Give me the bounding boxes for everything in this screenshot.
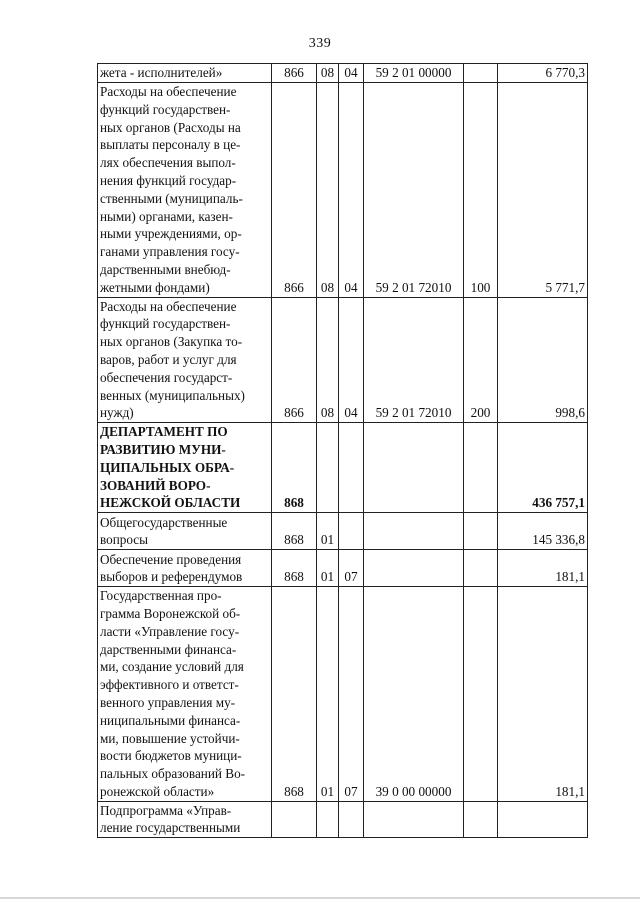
row-name-line: РАЗВИТИЮ МУНИ- <box>100 441 226 457</box>
expense-type-cell <box>464 513 498 550</box>
section-cell: 08 <box>317 64 339 83</box>
grbs-cell: 868 <box>272 587 317 802</box>
row-name-cell <box>98 513 272 550</box>
row-name-line: дарственными финанса- <box>100 641 237 657</box>
row-name-line: ными учреждениями, ор- <box>100 226 242 242</box>
amount-cell: 998,6 <box>498 297 588 423</box>
amount-cell: 5 771,7 <box>498 83 588 298</box>
row-name-line: жетными фондами) <box>100 279 210 295</box>
row-name-line: нения функций государ- <box>100 172 237 188</box>
target-article-cell <box>364 801 464 838</box>
subsection-cell <box>339 423 364 513</box>
grbs-cell: 868 <box>272 423 317 513</box>
table-row <box>98 297 588 423</box>
expense-type-cell <box>464 801 498 838</box>
row-name-line: ных органов (Закупка то- <box>100 334 243 350</box>
row-name-line: эффективного и ответст- <box>100 677 239 693</box>
section-cell: 01 <box>317 550 339 587</box>
row-name-line: нужд) <box>100 405 134 421</box>
row-name-cell <box>98 297 272 423</box>
row-name-cell <box>98 801 272 838</box>
table-row <box>98 64 588 83</box>
target-article-cell <box>364 423 464 513</box>
expense-type-cell <box>464 64 498 83</box>
amount-cell: 181,1 <box>498 550 588 587</box>
row-name-cell <box>98 587 272 802</box>
budget-table <box>97 63 588 838</box>
subsection-cell: 04 <box>339 83 364 298</box>
row-name-line: выборов и референдумов <box>100 569 243 585</box>
row-name-line: выплаты персоналу в це- <box>100 137 241 153</box>
section-cell: 08 <box>317 297 339 423</box>
section-cell: 08 <box>317 83 339 298</box>
row-name-line: ЗОВАНИЙ ВОРО- <box>100 477 211 493</box>
target-article-cell <box>364 513 464 550</box>
target-article-cell: 59 2 01 72010 <box>364 297 464 423</box>
row-name-cell <box>98 423 272 513</box>
row-name-line: Расходы на обеспечение <box>100 298 237 314</box>
table-row <box>98 550 588 587</box>
row-name-line: Государственная про- <box>100 588 222 604</box>
subsection-cell: 04 <box>339 64 364 83</box>
subsection-cell <box>339 801 364 838</box>
target-article-cell: 59 2 01 72010 <box>364 83 464 298</box>
section-cell <box>317 801 339 838</box>
grbs-cell: 868 <box>272 550 317 587</box>
expense-type-cell: 100 <box>464 83 498 298</box>
row-name-line: венного управления му- <box>100 694 236 710</box>
table-row <box>98 423 588 513</box>
row-name-line: ДЕПАРТАМЕНТ ПО <box>100 424 228 440</box>
amount-cell: 436 757,1 <box>498 423 588 513</box>
row-name-line: ниципальными финанса- <box>100 712 241 728</box>
page-number: 339 <box>308 36 332 51</box>
grbs-cell: 868 <box>272 513 317 550</box>
row-name-line: дарственными внебюд- <box>100 261 231 277</box>
target-article-cell: 39 0 00 00000 <box>364 587 464 802</box>
row-name-line: ЦИПАЛЬНЫХ ОБРА- <box>100 459 235 475</box>
table-body <box>98 64 588 838</box>
row-name-line: грамма Воронежской об- <box>100 605 241 621</box>
target-article-cell <box>364 550 464 587</box>
row-name-line: ными) органами, казен- <box>100 208 233 224</box>
row-name-line: ганами управления госу- <box>100 244 240 260</box>
grbs-cell: 866 <box>272 297 317 423</box>
row-name-line: варов, работ и услуг для <box>100 351 237 367</box>
row-name-cell <box>98 83 272 298</box>
table-row <box>98 513 588 550</box>
row-name-line: лях обеспечения выпол- <box>100 155 236 171</box>
row-name-line: ственными (муниципаль- <box>100 190 243 206</box>
row-name-cell <box>98 64 272 83</box>
row-name-line: венных (муниципальных) <box>100 387 245 403</box>
amount-cell: 181,1 <box>498 587 588 802</box>
expense-type-cell <box>464 423 498 513</box>
page-bottom-edge <box>0 897 640 899</box>
row-name-cell <box>98 550 272 587</box>
expense-type-cell <box>464 587 498 802</box>
row-name-line: вости бюджетов муници- <box>100 748 242 764</box>
row-name-line: Расходы на обеспечение <box>100 84 237 99</box>
expense-type-cell: 200 <box>464 297 498 423</box>
row-name-line: НЕЖСКОЙ ОБЛАСТИ <box>100 495 241 511</box>
table-row <box>98 801 588 838</box>
table-row <box>98 587 588 802</box>
section-cell <box>317 423 339 513</box>
subsection-cell: 07 <box>339 587 364 802</box>
subsection-cell: 07 <box>339 550 364 587</box>
row-name-line: ронежской области» <box>100 783 215 799</box>
amount-cell <box>498 801 588 838</box>
section-cell: 01 <box>317 513 339 550</box>
row-name-line: обеспечения государст- <box>100 369 233 385</box>
expense-type-cell <box>464 550 498 587</box>
grbs-cell: 866 <box>272 64 317 83</box>
subsection-cell: 04 <box>339 297 364 423</box>
row-name-line: ласти «Управление госу- <box>100 623 240 639</box>
row-name-line: функций государствен- <box>100 316 231 332</box>
row-name-line: Обеспечение проведения <box>100 551 242 567</box>
row-name-line: жета - исполнителей» <box>100 65 223 81</box>
target-article-cell: 59 2 01 00000 <box>364 64 464 83</box>
subsection-cell <box>339 513 364 550</box>
table-row <box>98 83 588 298</box>
row-name-line: ми, создание условий для <box>100 659 244 675</box>
grbs-cell: 866 <box>272 83 317 298</box>
grbs-cell <box>272 801 317 838</box>
row-name-line: пальных образований Во- <box>100 766 246 782</box>
row-name-line: Общегосударственные <box>100 514 228 530</box>
row-name-line: ление государственными <box>100 820 241 836</box>
amount-cell: 6 770,3 <box>498 64 588 83</box>
row-name-line: ми, повышение устойчи- <box>100 730 240 746</box>
row-name-line: ных органов (Расходы на <box>100 119 241 135</box>
row-name-line: вопросы <box>100 532 149 548</box>
row-name-line: функций государствен- <box>100 101 231 117</box>
section-cell: 01 <box>317 587 339 802</box>
amount-cell: 145 336,8 <box>498 513 588 550</box>
row-name-line: Подпрограмма «Управ- <box>100 802 232 818</box>
